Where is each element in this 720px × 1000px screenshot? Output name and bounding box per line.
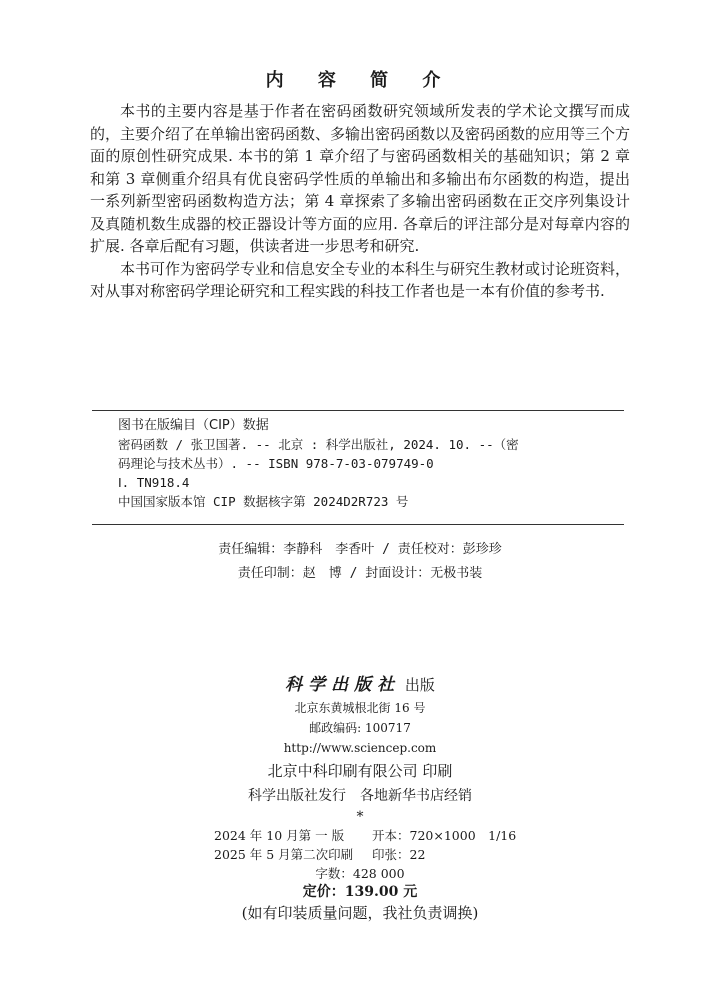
price-value: 139.00 元 — [344, 884, 418, 900]
format-text: 开本：720×1000 1/16 — [372, 828, 517, 843]
sheets-text: 印张：22 — [372, 847, 426, 862]
quality-note: (如有印装质量问题，我社负责调换) — [241, 904, 479, 922]
price-label: 定价： — [302, 884, 345, 900]
production-line: 责任印制：赵 博 / 封面设计：无极书装 — [237, 566, 483, 581]
publisher-logo: 科学出版社 — [285, 675, 401, 695]
cip-bottom-divider — [92, 524, 624, 525]
cip-top-divider — [92, 410, 624, 411]
specs-row-2 — [0, 845, 720, 864]
edition-text: 2024 年 10 月第 一 版 — [214, 828, 345, 843]
cip-line-1: 密码函数 / 张卫国著. -- 北京 : 科学出版社, 2024. 10. --（密 — [118, 437, 519, 452]
cip-block — [118, 416, 630, 511]
staff-credits — [0, 538, 720, 586]
printer-line: 北京中科印刷有限公司 印刷 — [267, 762, 453, 780]
publisher-suffix: 出版 — [404, 676, 435, 694]
word-count: 字数：428 000 — [315, 866, 405, 881]
page-title: 内 容 简 介 — [265, 70, 455, 91]
specs-row-1 — [0, 826, 720, 845]
price-line — [0, 883, 720, 902]
cip-line-3: Ⅰ. TN918.4 — [118, 475, 190, 490]
cip-heading: 图书在版编目（CIP）数据 — [118, 418, 269, 433]
edition-specs — [0, 826, 720, 924]
publisher-postcode: 邮政编码: 100717 — [309, 721, 411, 735]
publisher-line — [0, 672, 720, 698]
cip-line-4: 中国国家版本馆 CIP 数据核字第 2024D2R723 号 — [118, 494, 409, 509]
publisher-url: http://www.sciencep.com — [283, 741, 437, 755]
summary-section — [90, 100, 630, 303]
publisher-address: 北京东黄城根北街 16 号 — [294, 701, 426, 715]
editors-line: 责任编辑：李静科 李香叶 / 责任校对：彭珍珍 — [218, 542, 502, 557]
summary-paragraph-1: 本书的主要内容是基于作者在密码函数研究领域所发表的学术论文撰写而成的，主要介绍了在单输出密码函数、多输出密码函数以及密码函数的应用等三个方面的原创性研究成果. 本书的第 1 章介绍了与密码函数相关的基础知识；第 2 章和第 3 章侧重介绍具有优良密码学性质的单输出和多输出布尔函数的构造，提出一系列新型密码函数构造方法；第 4 章探索了多输出密码函数在正交序列集设计及真随机数生成器的校正器设计等方面的应用. 各章后的评注部分是对每章内容的扩展. 各章后配有习题，供读者进一步思考和研究. — [90, 102, 631, 255]
printing-text: 2025 年 5 月第二次印刷 — [214, 847, 354, 862]
cip-line-2: 码理论与技术丛书）. -- ISBN 978-7-03-079749-0 — [118, 456, 434, 471]
summary-paragraph-2: 本书可作为密码学专业和信息安全专业的本科生与研究生教材或讨论班资料，对从事对称密码学理论研究和工程实践的科技工作者也是一本有价值的参考书. — [90, 259, 631, 300]
distribution-line: 科学出版社发行 各地新华书店经销 — [248, 788, 472, 804]
publisher-info — [0, 672, 720, 826]
separator-star: * — [356, 809, 364, 825]
